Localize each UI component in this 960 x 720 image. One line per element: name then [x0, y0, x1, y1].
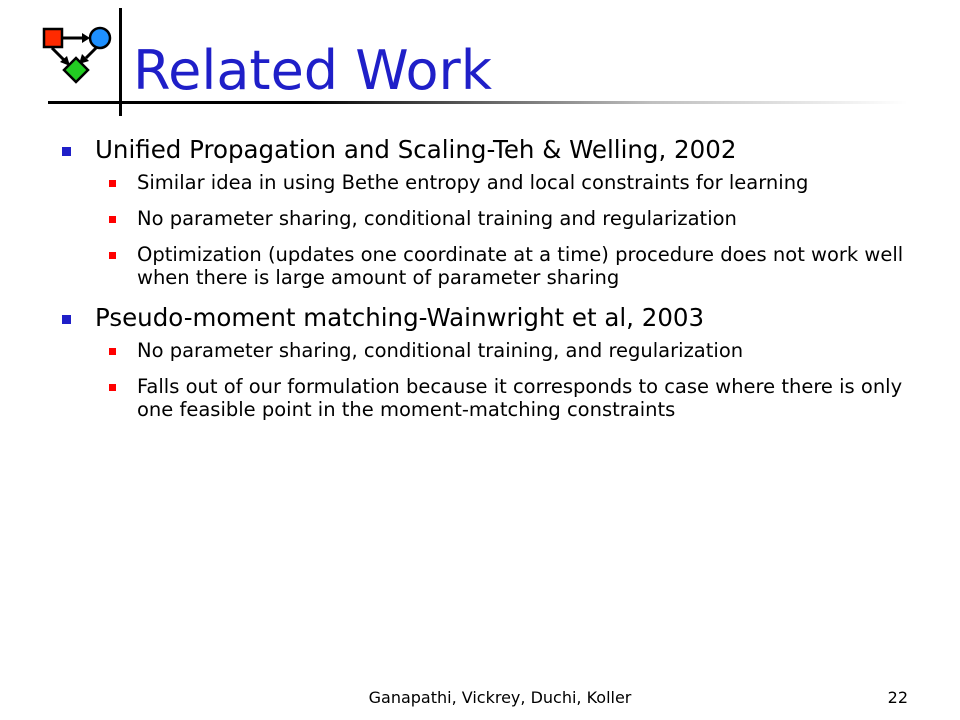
title-vertical-rule: [119, 8, 122, 116]
square-bullet-icon: [109, 348, 116, 355]
bullet-pseudo-moment: [0, 302, 960, 333]
slide-logo: [38, 24, 118, 94]
square-bullet-icon: [62, 147, 71, 156]
graph-nodes-icon: [38, 24, 118, 94]
slide-body: [0, 134, 960, 434]
slide-title: Related Work: [133, 39, 492, 102]
bullet-text: Pseudo-moment matching-Wainwright et al, 2003: [95, 303, 705, 332]
page-number: 22: [887, 688, 908, 707]
square-bullet-icon: [109, 384, 116, 391]
sub-bullet-text: Falls out of our formulation because it corresponds to case where there is only one feasible point in the moment-matching constraints: [137, 375, 903, 421]
bullet-list: [0, 134, 960, 421]
sub-bullet: [0, 243, 960, 289]
sub-bullet: [0, 171, 960, 194]
square-bullet-icon: [109, 180, 116, 187]
sub-bullet-text: Similar idea in using Bethe entropy and local constraints for learning: [137, 171, 809, 194]
sub-bullet-list: [0, 171, 960, 289]
sub-bullet: [0, 339, 960, 362]
sub-bullet: [0, 207, 960, 230]
sub-bullet-text: No parameter sharing, conditional training and regularization: [137, 207, 737, 230]
bullet-text: Unified Propagation and Scaling-Teh & Welling, 2002: [95, 135, 737, 164]
square-bullet-icon: [109, 252, 116, 259]
square-bullet-icon: [109, 216, 116, 223]
footer-authors: Ganapathi, Vickrey, Duchi, Koller: [368, 688, 632, 707]
sub-bullet: [0, 375, 960, 421]
square-bullet-icon: [62, 315, 71, 324]
bullet-unified-propagation: [0, 134, 960, 165]
sub-bullet-text: No parameter sharing, conditional training, and regularization: [137, 339, 744, 362]
sub-bullet-list: [0, 339, 960, 421]
sub-bullet-text: Optimization (updates one coordinate at a time) procedure does not work well when there is large amount of parameter sharing: [137, 243, 904, 289]
